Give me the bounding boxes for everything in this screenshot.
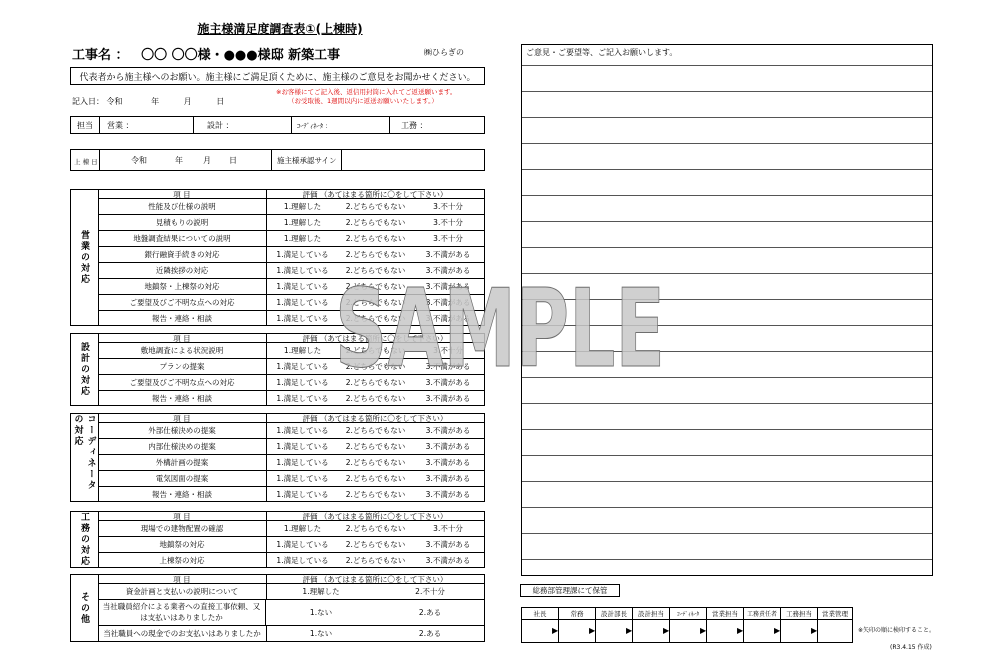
row-item: 外構計画の提案 [98,454,267,470]
table-row [98,390,484,406]
option-2[interactable]: 2.どちらでもない [345,281,406,291]
option-2[interactable]: 2.どちらでもない [345,555,406,565]
option-1[interactable]: 1.理解した [283,217,322,227]
company-name: ㈱ひらぎの [424,48,464,57]
stamp-label: ｺｰﾃﾞｨﾈｰﾀ [670,608,706,620]
jouto-era: 令和 [131,156,147,165]
option-2[interactable]: 2.どちらでもない [345,523,406,533]
option-2[interactable]: 2.どちらでもない [345,473,406,483]
entry-date-era: 令和 [106,97,123,106]
header-item: 項 目 [98,414,267,422]
jouto-row [70,149,485,171]
row-item: ご要望及びご不明な点への対応 [98,294,267,310]
keep-label: 総務部管理課にて保管 [520,584,620,597]
row-item: 資金計画と支払いの説明について [98,583,267,599]
section-label: 工務の対応 [79,512,89,567]
table-row [98,230,484,247]
entry-date[interactable] [72,96,224,107]
option-1[interactable]: 1.満足している [276,441,329,451]
section-coordinator [70,413,485,502]
option-2[interactable]: 2.どちらでもない [345,345,406,355]
arrow-icon: ▶ [774,626,781,635]
option-3[interactable]: 3.不満がある [425,473,471,483]
option-1[interactable]: 1.満足している [276,457,329,467]
option-3[interactable]: 3.不満がある [425,313,471,323]
page-title: 施主様満足度調査表①(上棟時) [197,22,363,36]
option-2[interactable]: 2.どちらでもない [345,489,406,499]
option-3[interactable]: 3.不十分 [433,345,463,355]
option-3[interactable]: 3.不十分 [433,201,463,211]
option-3[interactable]: 3.不満がある [425,297,471,307]
arrow-icon: ▶ [552,626,559,635]
row-item: 性能及び仕様の説明 [98,198,267,214]
option-1[interactable]: 1.満足している [276,489,329,499]
table-row [98,599,484,626]
row-item: 当社職員紹介による業者への直接工事依頼、又は支払いはありましたか [98,599,266,625]
header-eval: 評価 （あてはまる箇所に〇をして下さい） [302,333,448,343]
option-1[interactable]: 1.満足している [276,313,329,323]
arrow-icon: ▶ [737,626,744,635]
arrow-icon: ▶ [811,626,818,635]
stamp-label: 工務担当 [781,608,817,620]
table-row [98,583,484,600]
jouto-label: 上 棟 日 [74,158,98,166]
table-row [98,625,484,641]
header-eval: 評価 （あてはまる箇所に〇をして下さい） [302,511,448,521]
approval-stamps [521,607,853,643]
row-item: 見積もりの説明 [98,214,267,230]
option-3[interactable]: 3.不満がある [425,281,471,291]
option-1[interactable]: 1.満足している [276,425,329,435]
arrow-icon: ▶ [700,626,707,635]
option-2[interactable]: 2.ある [418,628,442,638]
row-item: ご要望及びご不明な点への対応 [98,374,267,390]
table-row [98,536,484,553]
header-item: 項 目 [98,575,267,583]
option-1[interactable]: 1.ない [309,628,333,638]
option-2[interactable]: 2.ある [418,607,442,617]
staff-row [70,116,485,134]
section-label: その他 [79,591,89,625]
header-item: 項 目 [98,512,267,520]
row-item: 電気図面の提案 [98,470,267,486]
staff-sales[interactable]: 営業 ： [107,121,134,130]
approval-note: ※矢印の順に検印すること。 [858,627,936,634]
return-note [276,88,456,106]
stamp-label: 常務 [559,608,595,620]
arrow-icon: ▶ [589,626,596,635]
option-1[interactable]: 1.満足している [276,297,329,307]
option-2[interactable]: 2.どちらでもない [345,201,406,211]
row-item: 報告・連絡・相談 [98,310,267,326]
table-row [98,438,484,455]
header-item: 項 目 [98,334,267,342]
section-other [70,574,485,642]
stamp-label: 営業管理 [818,608,852,620]
stamp-label: 工務責任者 [744,608,780,620]
table-row [98,422,484,439]
option-2[interactable]: 2.どちらでもない [345,457,406,467]
table-row [98,520,484,537]
option-2[interactable]: 2.どちらでもない [345,233,406,243]
sample-watermark [330,270,670,380]
table-row [98,454,484,471]
option-2[interactable]: 2.どちらでもない [345,249,406,259]
option-3[interactable]: 3.不満がある [425,555,471,565]
staff-label: 担当 [77,121,93,130]
header-eval: 評価 （あてはまる箇所に〇をして下さい） [302,574,448,584]
row-item: 銀行融資手続きの対応 [98,246,267,262]
option-1[interactable]: 1.満足している [276,539,329,549]
option-3[interactable]: 3.不満がある [425,539,471,549]
row-item: 報告・連絡・相談 [98,486,267,502]
option-2[interactable]: 2.どちらでもない [345,217,406,227]
entry-date-day: 日 [216,97,225,106]
option-3[interactable]: 3.不満がある [425,265,471,275]
row-item: 現場での建物配置の確認 [98,520,267,536]
table-row [98,486,484,502]
revision-note: (R3.4.15 作成) [890,644,932,651]
section-label: 営業の対応 [79,230,89,285]
option-1[interactable]: 1.満足している [276,361,329,371]
option-1[interactable]: 1.満足している [276,249,329,259]
option-1[interactable]: 1.満足している [276,555,329,565]
row-item: 地鎮祭・上棟祭の対応 [98,278,267,294]
watermark-text: SAMPLE [335,270,665,380]
option-2[interactable]: 2.どちらでもない [345,377,406,387]
option-3[interactable]: 3.不十分 [433,233,463,243]
stamp-label: 営業担当 [707,608,743,620]
table-row [98,198,484,215]
option-2[interactable]: 2.どちらでもない [345,425,406,435]
return-note-line: （お受取後、1週間以内に返送お願いいたします。） [288,97,438,105]
stamp-label: 設計部長 [596,608,632,620]
option-2[interactable]: 2.どちらでもない [345,539,406,549]
row-item: 当社職員への現金でのお支払いはありましたか [98,625,267,641]
header-eval: 評価 （あてはまる箇所に〇をして下さい） [302,413,448,423]
project-label: 工事名 ： [72,48,129,63]
return-note-line: ※お客様にてご記入後、返信用封筒に入れてご返送願います。 [276,88,457,96]
row-item: プランの提案 [98,358,267,374]
project-value: 〇〇 〇〇様・●●●様邸 新築工事 [141,48,341,63]
row-item: 地盤調査結果についての説明 [98,230,267,246]
entry-date-month: 月 [183,97,192,106]
staff-construction[interactable]: 工務 ： [401,121,428,130]
table-row [98,214,484,231]
section-construction [70,511,485,568]
section-label: 設計の対応 [79,342,89,397]
option-3[interactable]: 3.不満がある [425,457,471,467]
header-eval: 評価 （あてはまる箇所に〇をして下さい） [302,189,448,199]
option-3[interactable]: 3.不十分 [433,523,463,533]
option-1[interactable]: 1.理解した [283,345,322,355]
option-1[interactable]: 1.理解した [302,586,340,596]
row-item: 報告・連絡・相談 [98,390,267,406]
option-3[interactable]: 3.不満がある [425,249,471,259]
option-3[interactable]: 3.不満がある [425,489,471,499]
arrow-icon: ▶ [626,626,633,635]
staff-design[interactable]: 設計 ： [207,121,234,130]
staff-coordinator[interactable]: ｺｰﾃﾞｨﾈｰﾀ ： [297,122,332,130]
option-3[interactable]: 3.不満がある [425,425,471,435]
jouto-sign-label: 施主様承認サイン [277,156,337,165]
comments-heading: ご意見・ご要望等、ご記入お願いします。 [526,48,678,57]
option-3[interactable]: 3.不満がある [425,377,471,387]
option-1[interactable]: 1.満足している [276,281,329,291]
option-2[interactable]: 2.どちらでもない [345,313,406,323]
option-1[interactable]: 1.ない [309,607,333,617]
option-3[interactable]: 3.不十分 [433,217,463,227]
entry-date-year: 年 [151,97,160,106]
option-2[interactable]: 2.不十分 [415,586,445,596]
row-item: 近隣挨拶の対応 [98,262,267,278]
row-item: 地鎮祭の対応 [98,536,267,552]
table-row [98,246,484,263]
arrow-icon: ▶ [663,626,670,635]
option-3[interactable]: 3.不満がある [425,393,471,403]
option-1[interactable]: 1.満足している [276,473,329,483]
table-row [98,552,484,568]
row-item: 内部仕様決めの提案 [98,438,267,454]
option-2[interactable]: 2.どちらでもない [345,265,406,275]
option-1[interactable]: 1.満足している [276,377,329,387]
option-1[interactable]: 1.満足している [276,265,329,275]
project-name [72,44,340,63]
row-item: 上棟祭の対応 [98,552,267,568]
option-2[interactable]: 2.どちらでもない [345,361,406,371]
jouto-year: 年 [175,156,183,165]
stamp-label: 設計担当 [633,608,669,620]
option-3[interactable]: 3.不満がある [425,361,471,371]
jouto-day: 日 [229,156,237,165]
row-item: 敷地調査による状況説明 [98,342,267,358]
row-item: 外部仕様決めの提案 [98,422,267,438]
header-item: 項 目 [98,190,267,198]
option-1[interactable]: 1.理解した [283,201,322,211]
jouto-month: 月 [203,156,211,165]
option-1[interactable]: 1.満足している [276,393,329,403]
option-2[interactable]: 2.どちらでもない [345,393,406,403]
option-3[interactable]: 3.不満がある [425,441,471,451]
stamp-label: 社長 [522,608,558,620]
table-row [98,470,484,487]
entry-date-label: 記入日： [72,97,104,106]
option-1[interactable]: 1.理解した [283,523,322,533]
option-2[interactable]: 2.どちらでもない [345,441,406,451]
section-label: コーディネータの対応 [72,414,96,491]
option-2[interactable]: 2.どちらでもない [345,297,406,307]
request-banner: 代表者から施主様へのお願い。施主様にご満足頂くために、施主様のご意見をお聞かせください。 [70,67,485,85]
option-1[interactable]: 1.理解した [283,233,322,243]
